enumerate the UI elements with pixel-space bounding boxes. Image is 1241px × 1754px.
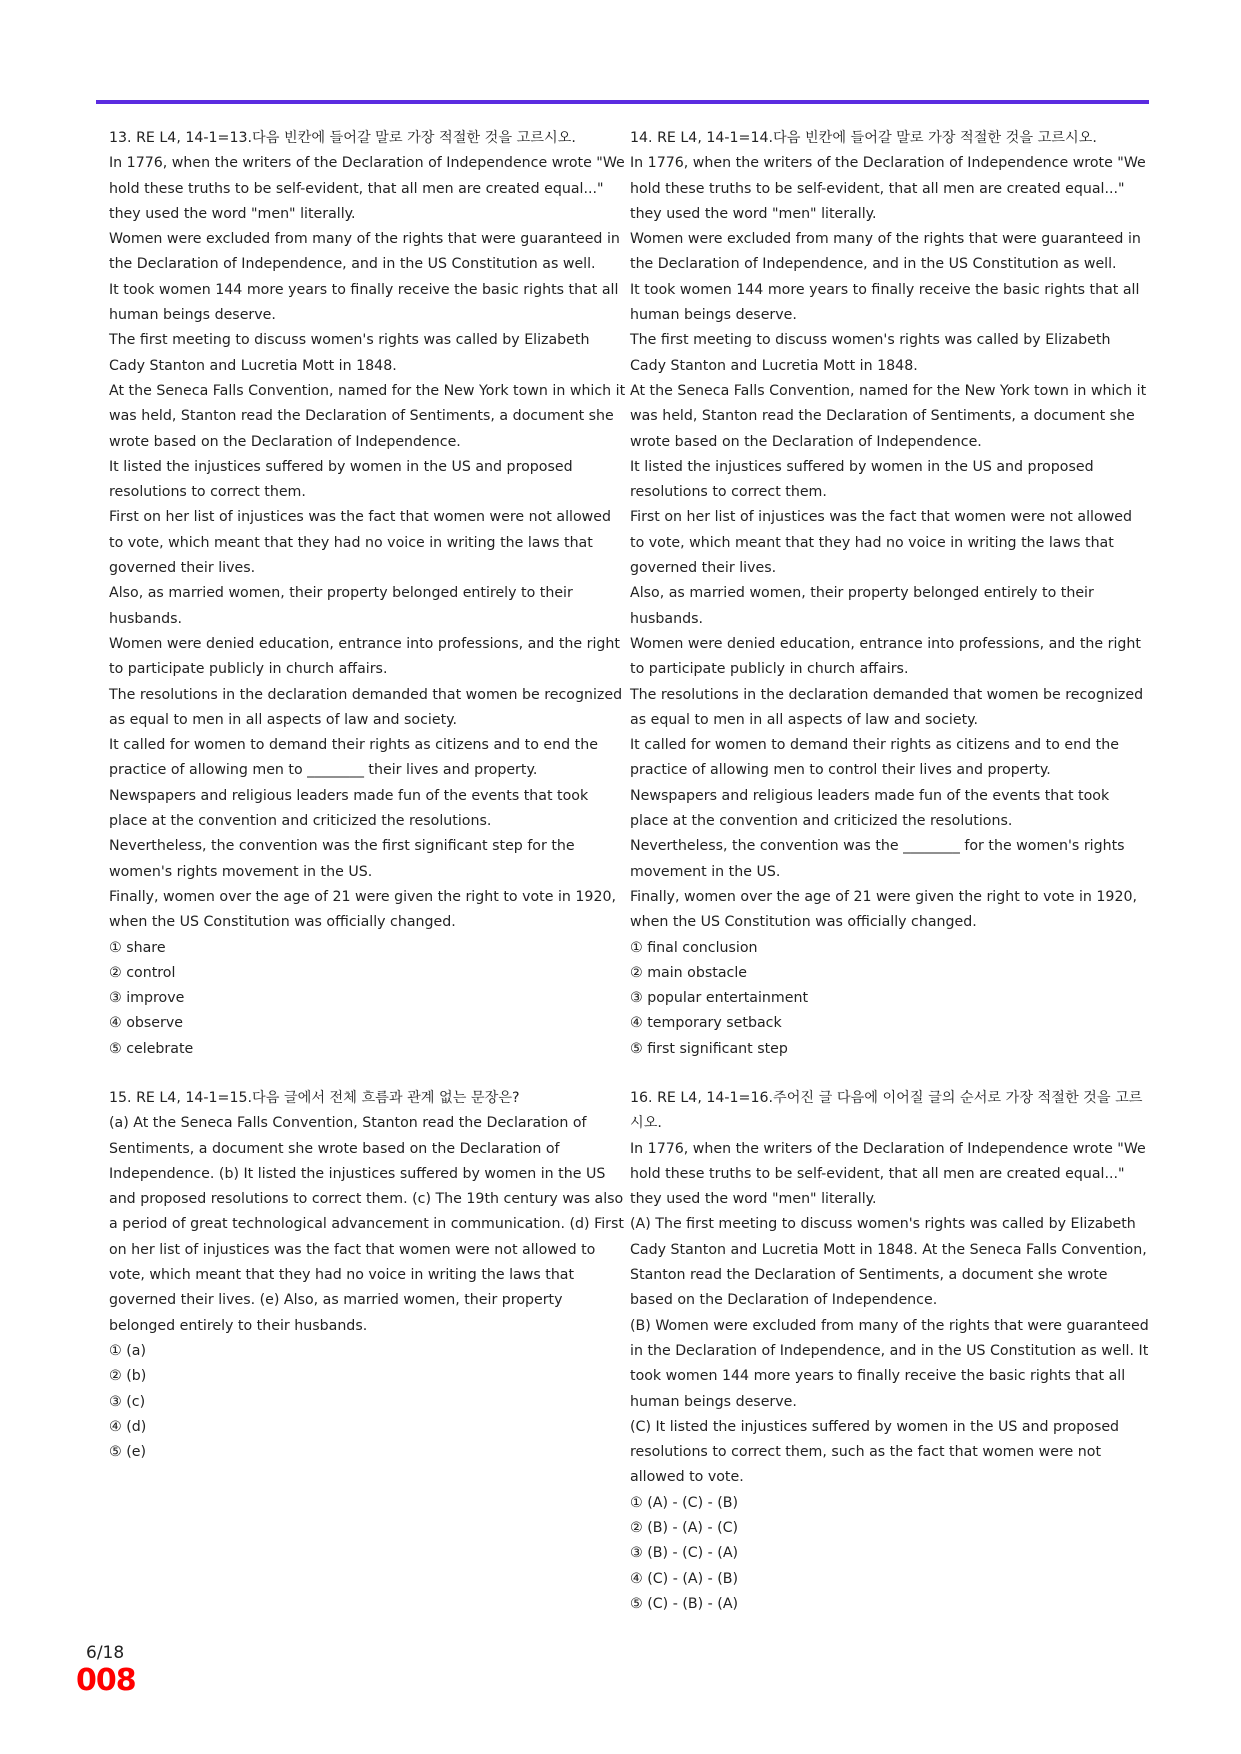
page-number: 6/18: [86, 1643, 125, 1663]
passage-sentence: In 1776, when the writers of the Declaration of Independence wrote "We hold these truths to be self-evident, that all men are created equal..." they used the word "men" literally.: [630, 155, 1146, 222]
passage-sentence: In 1776, when the writers of the Declaration of Independence wrote "We hold these truths to be self-evident, that all men are created equal..." they used the word "men" literally.: [109, 155, 625, 222]
answer-option-5[interactable]: ⑤ (C) - (B) - (A): [630, 1595, 739, 1612]
answer-option-5[interactable]: ⑤ celebrate: [109, 1040, 194, 1057]
passage-sentence: Women were excluded from many of the rights that were guaranteed in the Declaration of Independence, and in the US Constitution as well.: [109, 231, 620, 273]
passage-sentence: It took women 144 more years to finally receive the basic rights that all human beings deserve.: [630, 281, 1140, 324]
document-code: 008: [76, 1663, 136, 1698]
answer-options: [630, 936, 1150, 1062]
question-passage: [630, 151, 1150, 935]
passage-sentence: Also, as married women, their property belonged entirely to their husbands.: [630, 585, 1094, 627]
passage-sentence: It took women 144 more years to finally receive the basic rights that all human beings deserve.: [109, 281, 619, 324]
header-rule: [96, 100, 1149, 104]
passage-sentence: At the Seneca Falls Convention, named for the New York town in which it was held, Stanton read the Declaration of Sentiments, a document she wrote based on the Declaration of Independence.: [630, 382, 1147, 450]
passage-sentence: Women were denied education, entrance into professions, and the right to participate publicly in church affairs.: [630, 635, 1141, 678]
passage-sentence: First on her list of injustices was the fact that women were not allowed to vote, which meant that they had no voice in writing the laws that governed their lives.: [630, 509, 1132, 577]
question-15: [109, 1086, 629, 1465]
question-13: [109, 126, 629, 1062]
question-heading: 14. RE L4, 14-1=14.다음 빈칸에 들어갈 말로 가장 적절한 것을 고르시오.: [630, 130, 1097, 146]
question-14: [630, 126, 1150, 1062]
passage-sentence: Nevertheless, the convention was the first significant step for the women's rights movement in the US.: [109, 838, 575, 880]
passage-sentence: In 1776, when the writers of the Declaration of Independence wrote "We hold these truths to be self-evident, that all men are created equal..." they used the word "men" literally.: [630, 1140, 1146, 1208]
answer-option-2[interactable]: ② control: [109, 964, 176, 981]
passage-sentence: The resolutions in the declaration demanded that women be recognized as equal to men in all aspects of law and society.: [630, 686, 1144, 728]
passage-sentence: At the Seneca Falls Convention, named for the New York town in which it was held, Stanton read the Declaration of Sentiments, a document she wrote based on the Declaration of Independence.: [109, 382, 626, 450]
passage-sentence: Finally, women over the age of 21 were given the right to vote in 1920, when the US Constitution was officially changed.: [630, 888, 1138, 931]
answer-option-2[interactable]: ② main obstacle: [630, 964, 747, 981]
passage-sentence: It listed the injustices suffered by women in the US and proposed resolutions to correct them.: [109, 458, 573, 501]
answer-option-3[interactable]: ③ (B) - (C) - (A): [630, 1545, 739, 1562]
passage-sentence: The resolutions in the declaration demanded that women be recognized as equal to men in all aspects of law and society.: [109, 686, 623, 728]
question-passage: [109, 151, 629, 935]
answer-option-4[interactable]: ④ (C) - (A) - (B): [630, 1570, 739, 1587]
question-16: [630, 1086, 1150, 1617]
answer-options: [109, 1339, 629, 1465]
answer-option-4[interactable]: ④ observe: [109, 1015, 183, 1032]
passage-sentence: (C) It listed the injustices suffered by women in the US and proposed resolutions to correct them, such as the fact that women were not allowed to vote.: [630, 1418, 1120, 1486]
answer-options: [109, 936, 629, 1062]
answer-option-5[interactable]: ⑤ (e): [109, 1444, 147, 1461]
passage-sentence: First on her list of injustices was the fact that women were not allowed to vote, which meant that they had no voice in writing the laws that governed their lives.: [109, 509, 611, 577]
question-passage: [109, 1111, 629, 1339]
passage-sentence: The first meeting to discuss women's rights was called by Elizabeth Cady Stanton and Lucretia Mott in 1848.: [109, 332, 590, 374]
answer-option-1[interactable]: ① (A) - (C) - (B): [630, 1494, 739, 1511]
passage-sentence: It listed the injustices suffered by women in the US and proposed resolutions to correct them.: [630, 458, 1094, 501]
passage-sentence: (B) Women were excluded from many of the rights that were guaranteed in the Declaration of Independence, and in the US Constitution as well. It took women 144 more years to finally receive the basic rights that all human beings deserve.: [630, 1317, 1149, 1410]
answer-option-1[interactable]: ① final conclusion: [630, 939, 758, 956]
answer-option-3[interactable]: ③ popular entertainment: [630, 990, 809, 1007]
question-heading: 13. RE L4, 14-1=13.다음 빈칸에 들어갈 말로 가장 적절한 것을 고르시오.: [109, 130, 576, 146]
passage-sentence: Nevertheless, the convention was the ________ for the women's rights movement in the US.: [630, 838, 1125, 880]
answer-option-1[interactable]: ① share: [109, 939, 166, 956]
passage-sentence: (a) At the Seneca Falls Convention, Stanton read the Declaration of Sentiments, a document she wrote based on the Declaration of Independence. (b) It listed the injustices suffered by women in the US and proposed resolutions to correct them. (c) The 19th century was also a period of great technological advancement in communication. (d) First on her list of injustices was the fact that women were not allowed to vote, which meant that they had no voice in writing the laws that governed their lives. (e) Also, as married women, their property belonged entirely to their husbands.: [109, 1115, 624, 1334]
passage-sentence: Women were excluded from many of the rights that were guaranteed in the Declaration of Independence, and in the US Constitution as well.: [630, 231, 1141, 273]
passage-sentence: Women were denied education, entrance into professions, and the right to participate publicly in church affairs.: [109, 635, 620, 678]
answer-options: [630, 1491, 1150, 1617]
answer-option-3[interactable]: ③ improve: [109, 990, 185, 1007]
passage-sentence: The first meeting to discuss women's rights was called by Elizabeth Cady Stanton and Lucretia Mott in 1848.: [630, 332, 1111, 374]
passage-sentence: It called for women to demand their rights as citizens and to end the practice of allowing men to control their lives and property.: [630, 737, 1119, 779]
passage-sentence: It called for women to demand their rights as citizens and to end the practice of allowing men to ________ their lives and property.: [109, 737, 598, 779]
answer-option-4[interactable]: ④ (d): [109, 1418, 147, 1435]
question-heading: 16. RE L4, 14-1=16.주어진 글 다음에 이어질 글의 순서로 가장 적절한 것을 고르시오.: [630, 1090, 1143, 1132]
answer-option-5[interactable]: ⑤ first significant step: [630, 1040, 788, 1057]
passage-sentence: (A) The first meeting to discuss women's rights was called by Elizabeth Cady Stanton and Lucretia Mott in 1848. At the Seneca Falls Convention, Stanton read the Declaration of Sentiments, a document she wrote based on the Declaration of Independence.: [630, 1216, 1147, 1309]
passage-sentence: Newspapers and religious leaders made fun of the events that took place at the convention and criticized the resolutions.: [630, 787, 1110, 830]
answer-option-2[interactable]: ② (b): [109, 1368, 147, 1385]
question-heading: 15. RE L4, 14-1=15.다음 글에서 전체 흐름과 관계 없는 문장은?: [109, 1090, 520, 1106]
passage-sentence: Also, as married women, their property belonged entirely to their husbands.: [109, 585, 573, 627]
answer-option-1[interactable]: ① (a): [109, 1342, 146, 1359]
passage-sentence: Finally, women over the age of 21 were given the right to vote in 1920, when the US Constitution was officially changed.: [109, 888, 617, 931]
answer-option-2[interactable]: ② (B) - (A) - (C): [630, 1520, 739, 1537]
answer-option-4[interactable]: ④ temporary setback: [630, 1015, 782, 1032]
answer-option-3[interactable]: ③ (c): [109, 1393, 146, 1410]
passage-sentence: Newspapers and religious leaders made fun of the events that took place at the convention and criticized the resolutions.: [109, 787, 589, 830]
question-passage: [630, 1137, 1150, 1491]
